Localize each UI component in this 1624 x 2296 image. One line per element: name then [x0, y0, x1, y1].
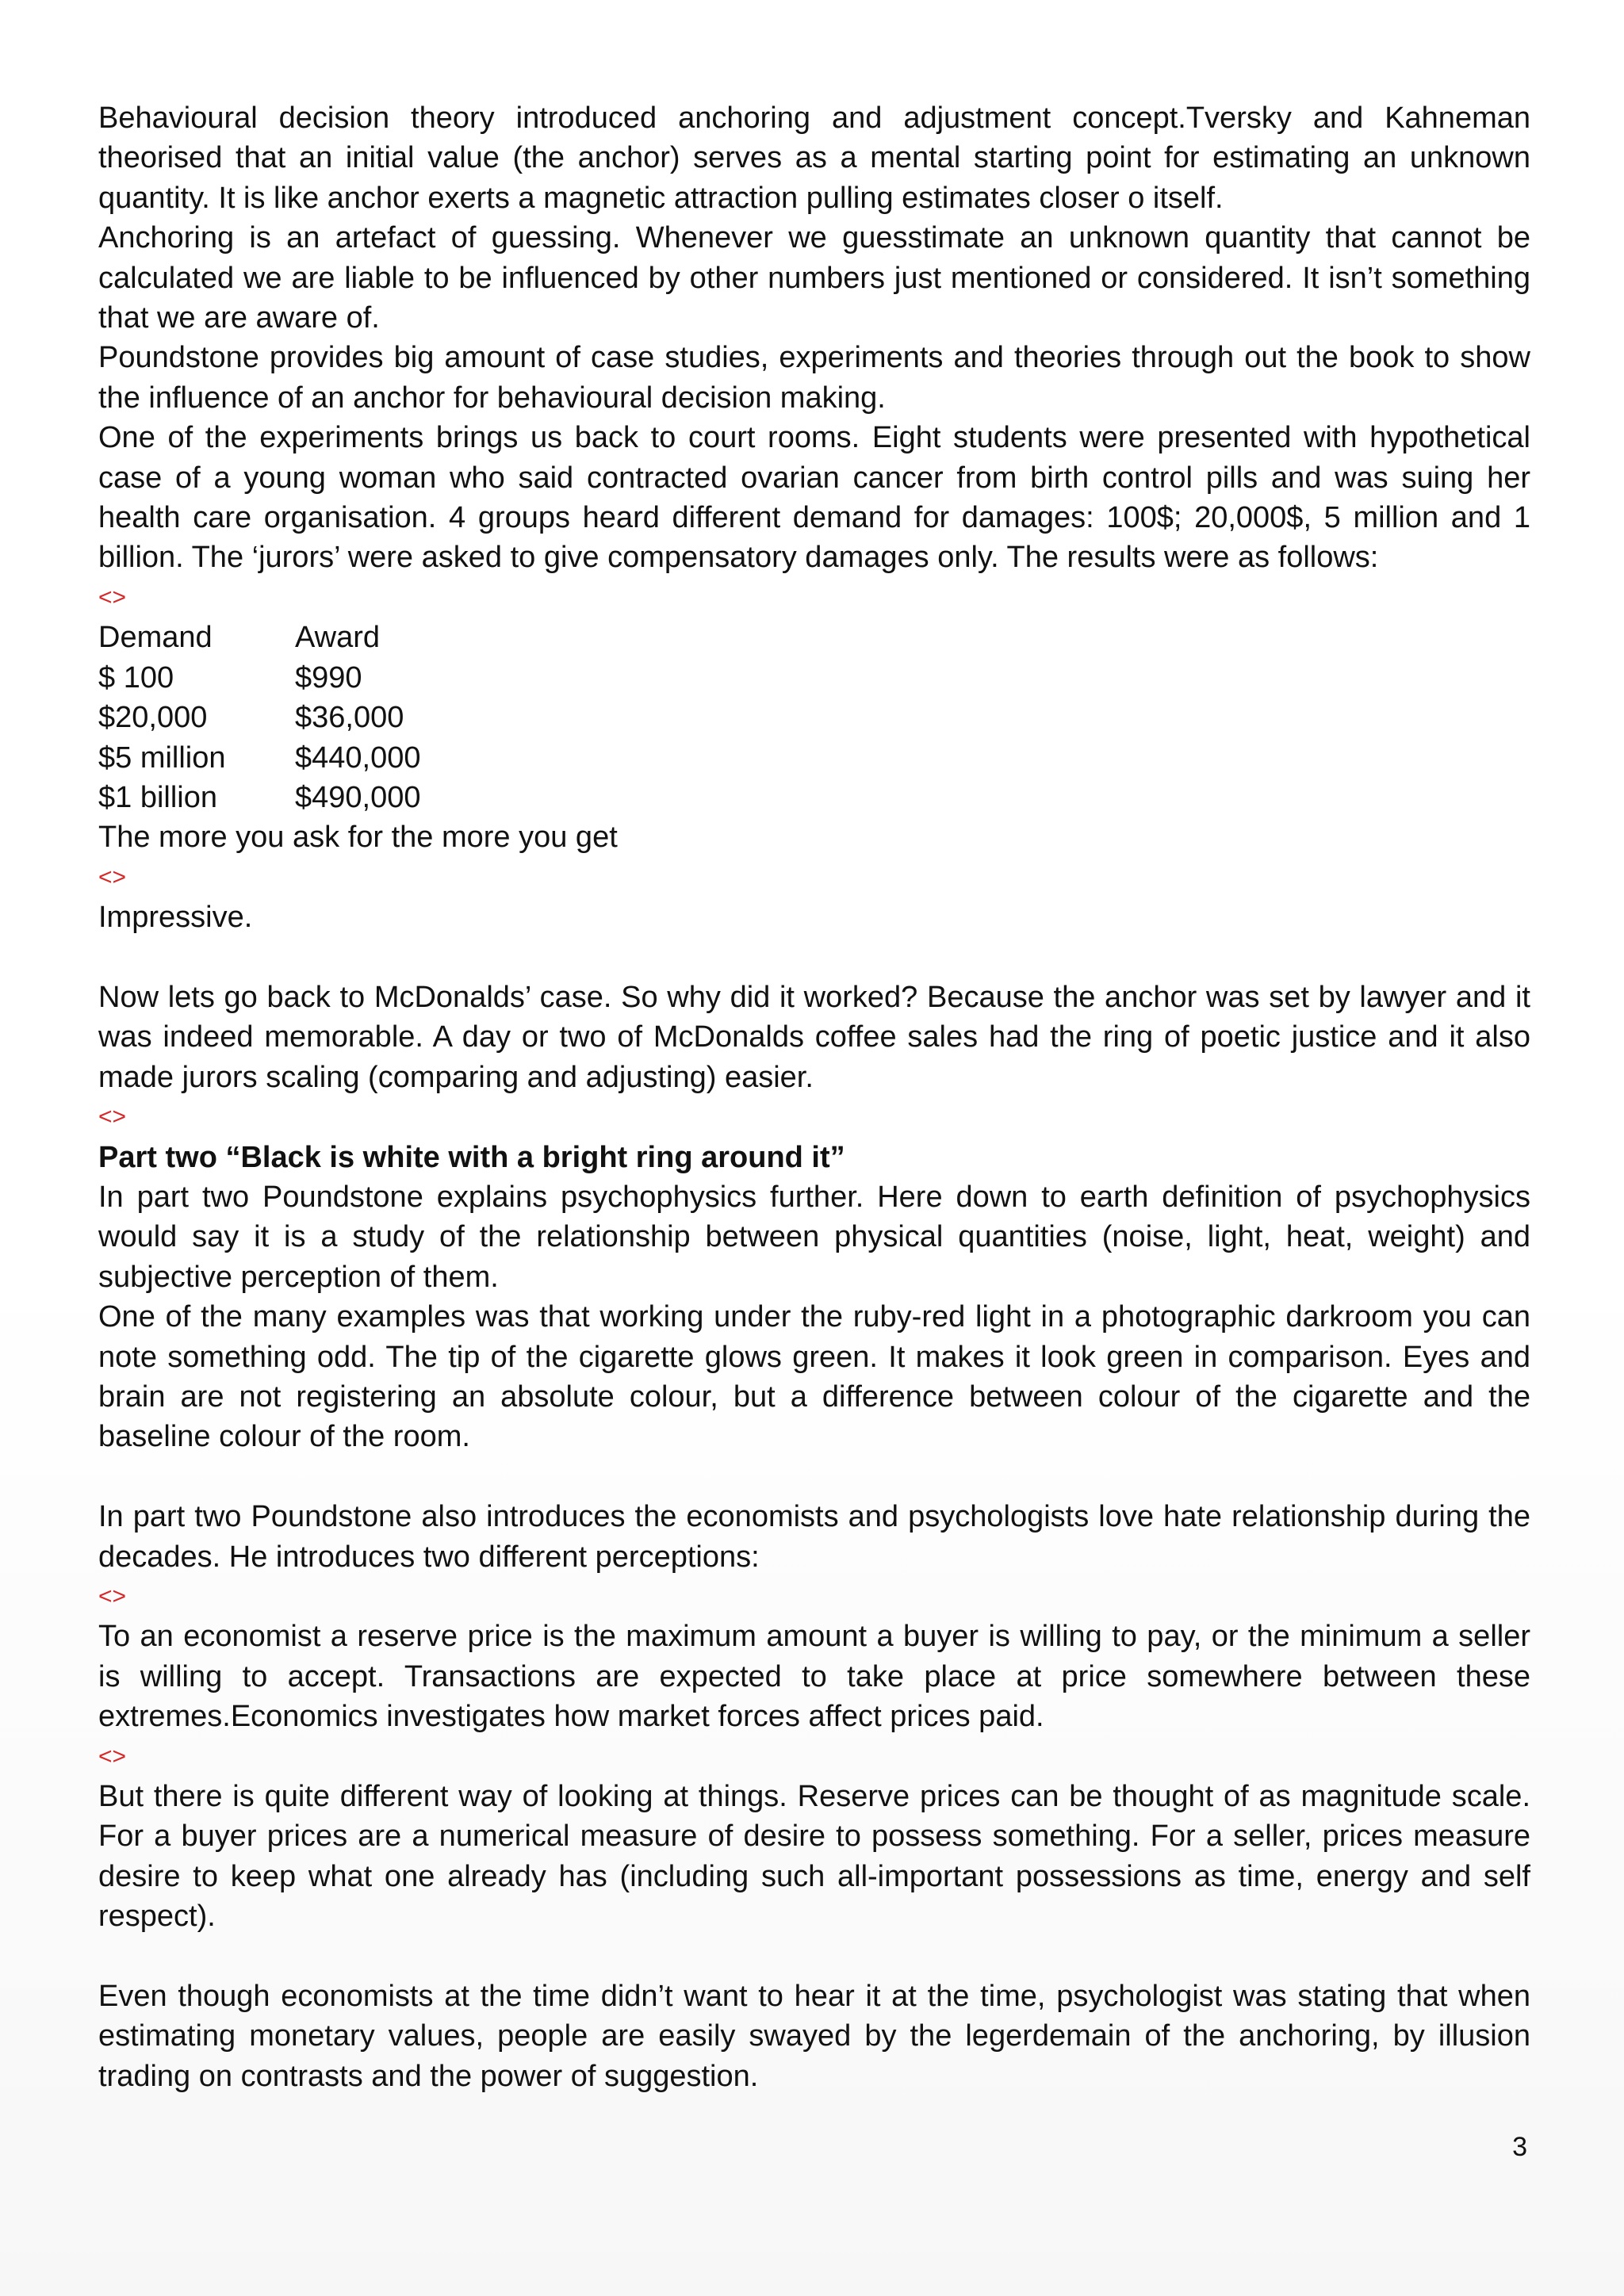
section-marker: <> — [98, 863, 127, 890]
paragraph-reserve-price: To an economist a reserve price is the maximum amount a buyer is willing to pay, or the minimum a seller is willing to accept. Transactions are expected to take place at price somewhere between these extremes.Economics investigates how market forces affect prices paid. — [98, 1620, 1530, 1734]
paragraph-darkroom-example: One of the many examples was that working under the ruby-red light in a photographic darkroom you can note something odd. The tip of the cigarette glows green. It makes it look green in comparison. Eyes and brain are not registering an absolute colour, but a difference between colour of the cigarette and the baseline colour of the room. — [98, 1300, 1530, 1454]
section-marker: <> — [98, 584, 127, 610]
paragraph-economists-psychologists: In part two Poundstone also introduces the economists and psychologists love hate relationship during the decades. He introduces two different perceptions: — [98, 1500, 1530, 1574]
table-row — [98, 778, 1530, 817]
damages-table — [98, 618, 1530, 817]
paragraph-gap — [98, 1457, 1530, 1497]
award-cell: $36,000 — [295, 701, 404, 735]
section-heading-part-two: Part two “Black is white with a bright ring around it” — [98, 1140, 845, 1174]
demand-cell: $5 million — [98, 740, 226, 775]
paragraph-poundstone-cases: Poundstone provides big amount of case studies, experiments and theories through out the book to show the influence of an anchor for behavioural decision making. — [98, 341, 1530, 415]
award-cell: $990 — [295, 660, 362, 695]
section-marker: <> — [98, 1104, 127, 1131]
paragraph-magnitude-scale: But there is quite different way of looking at things. Reserve prices can be thought of as magnitude scale. For a buyer prices are a numerical measure of desire to possess something. For a seller, prices measure desire to keep what one already has (including such all-important possessions as time, energy and self respect). — [98, 1780, 1530, 1934]
paragraph-gap — [98, 1937, 1530, 1976]
table-row — [98, 658, 1530, 698]
table-header-award: Award — [295, 621, 381, 655]
award-cell: $490,000 — [295, 780, 421, 814]
paragraph-impressive: Impressive. — [98, 901, 253, 935]
table-header-row — [98, 618, 1530, 657]
demand-cell: $1 billion — [98, 780, 217, 814]
paragraph-mcdonalds-case: Now lets go back to McDonalds’ case. So why did it worked? Because the anchor was set by lawyer and it was indeed memorable. A day or two of McDonalds coffee sales had the ring of poetic justice and it also made jurors scaling (comparing and adjusting) easier. — [98, 980, 1530, 1094]
paragraph-court-experiment: One of the experiments brings us back to court rooms. Eight students were presented with hypothetical case of a young woman who said contracted ovarian cancer from birth control pills and was suing her health care organisation. 4 groups heard different demand for damages: 100$; 20,000$, 5 million and 1 billion. The ‘jurors’ were asked to give compensatory damages only. The results were as follows: — [98, 421, 1530, 575]
award-cell: $440,000 — [295, 740, 421, 775]
demand-cell: $ 100 — [98, 660, 174, 695]
demand-cell: $20,000 — [98, 701, 208, 735]
paragraph-more-you-ask: The more you ask for the more you get — [98, 821, 618, 855]
paragraph-psychophysics: In part two Poundstone explains psychophysics further. Here down to earth definition of psychophysics would say it is a study of the relationship between physical quantities (noise, light, heat, weight) and subjective perception of them. — [98, 1180, 1530, 1294]
paragraph-gap — [98, 938, 1530, 978]
paragraph-anchoring-conclusion: Even though economists at the time didn’t want to hear it at the time, psychologist was stating that when estimating monetary values, people are easily swayed by the legerdemain of the anchoring, by illusion trading on contrasts and the power of suggestion. — [98, 1980, 1530, 2093]
section-marker: <> — [98, 1583, 127, 1609]
document-page — [98, 98, 1530, 2096]
page-number: 3 — [1512, 2132, 1527, 2162]
table-header-demand: Demand — [98, 621, 213, 655]
paragraph-anchoring-guessing: Anchoring is an artefact of guessing. Whenever we guesstimate an unknown quantity that cannot be calculated we are liable to be influenced by other numbers just mentioned or considered. It isn’t something that we are aware of. — [98, 221, 1530, 335]
table-row — [98, 698, 1530, 737]
table-row — [98, 738, 1530, 778]
paragraph-anchoring-intro: Behavioural decision theory introduced anchoring and adjustment concept.Tversky and Kahneman theorised that an initial value (the anchor) serves as a mental starting point for estimating an unknown quantity. It is like anchor exerts a magnetic attraction pulling estimates closer o itself. — [98, 101, 1530, 215]
section-marker: <> — [98, 1743, 127, 1770]
